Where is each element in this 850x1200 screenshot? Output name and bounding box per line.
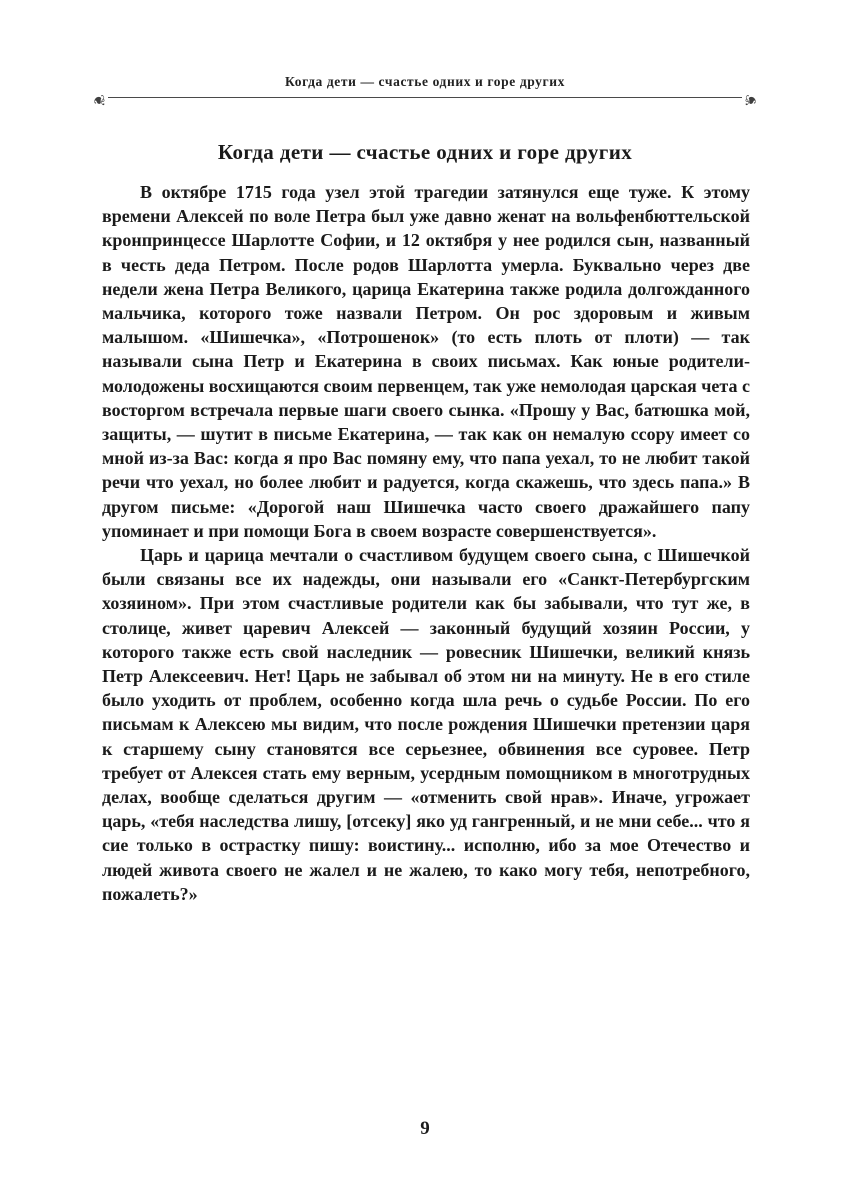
chapter-title: Когда дети — счастье одних и горе других bbox=[217, 140, 633, 164]
page-footer bbox=[0, 1118, 850, 1140]
fleuron-ornament-right-icon: ❦ bbox=[742, 94, 761, 107]
body-text bbox=[102, 180, 750, 906]
running-head bbox=[89, 66, 761, 107]
paragraph-2: Царь и царица мечтали о счастливом будущем своего сына, с Шишечкой были связаны все их надежды, они называли его «Санкт-Петербургским хозяином». При этом счастливые родители как бы забывали, что тут же, в столице, живет царевич Алексей — законный будущий хозяин России, у которого также есть свой наследник — ровесник Шишечки, великий князь Петр Алексеевич. Нет! Царь не забывал об этом ни на минуту. Не в его стиле было уходить от проблем, особенно когда шла речь о судьбе России. По его письмам к Алексею мы видим, что после рождения Шишечки претензии царя к старшему сыну становятся все серьезнее, обвинения все суровее. Петр требует от Алексея стать ему верным, усердным помощником в многотрудных делах, вообще сделаться другим — «отменить свой нрав». Иначе, угрожает царь, «тебя наследства лишу, [отсеку] яко уд гангренный, и не мни себе... что я сие только в острастку пишу: воистину... исполню, ибо за мое Отечество и людей живота своего не жалел и не жалею, то како могу тебя, непотребного, пожалеть?» bbox=[102, 545, 750, 904]
running-head-rule bbox=[108, 97, 742, 98]
running-head-text: Когда дети — счастье одних и горе других bbox=[285, 74, 565, 89]
paragraph-1: В октябре 1715 года узел этой трагедии затянулся еще туже. К этому времени Алексей по воле Петра был уже давно женат на вольфенбюттельской кронпринцессе Шарлотте Софии, и 12 октября у нее родился сын, названный в честь деда Петром. После родов Шарлотта умерла. Буквально через две недели жена Петра Великого, царица Екатерина также родила долгожданного мальчика, которого тоже назвали Петром. Он рос здоровым и живым малышом. «Шишечка», «Потрошенок» (то есть плоть от плоти) — так называли сына Петр и Екатерина в своих письмах. Как юные родители-молодожены восхищаются своим первенцем, так уже немолодая царская чета с восторгом встречала первые шаги своего сынка. «Прошу у Вас, батюшка мой, защиты, — шутит в письме Екатерина, — так как он немалую ссору имеет со мной из-за Вас: когда я про Вас помяну ему, что папа уехал, то не любит такой речи что уехал, но более любит и радуется, когда скажешь, что здесь папа.» В другом письме: «Дорогой наш Шишечка часто своего дражайшего папу упоминает и при помощи Бога в своем возрасте совершенствуется». bbox=[102, 182, 750, 541]
page-number: 9 bbox=[420, 1118, 430, 1139]
fleuron-ornament-left-icon: ❦ bbox=[89, 94, 108, 107]
